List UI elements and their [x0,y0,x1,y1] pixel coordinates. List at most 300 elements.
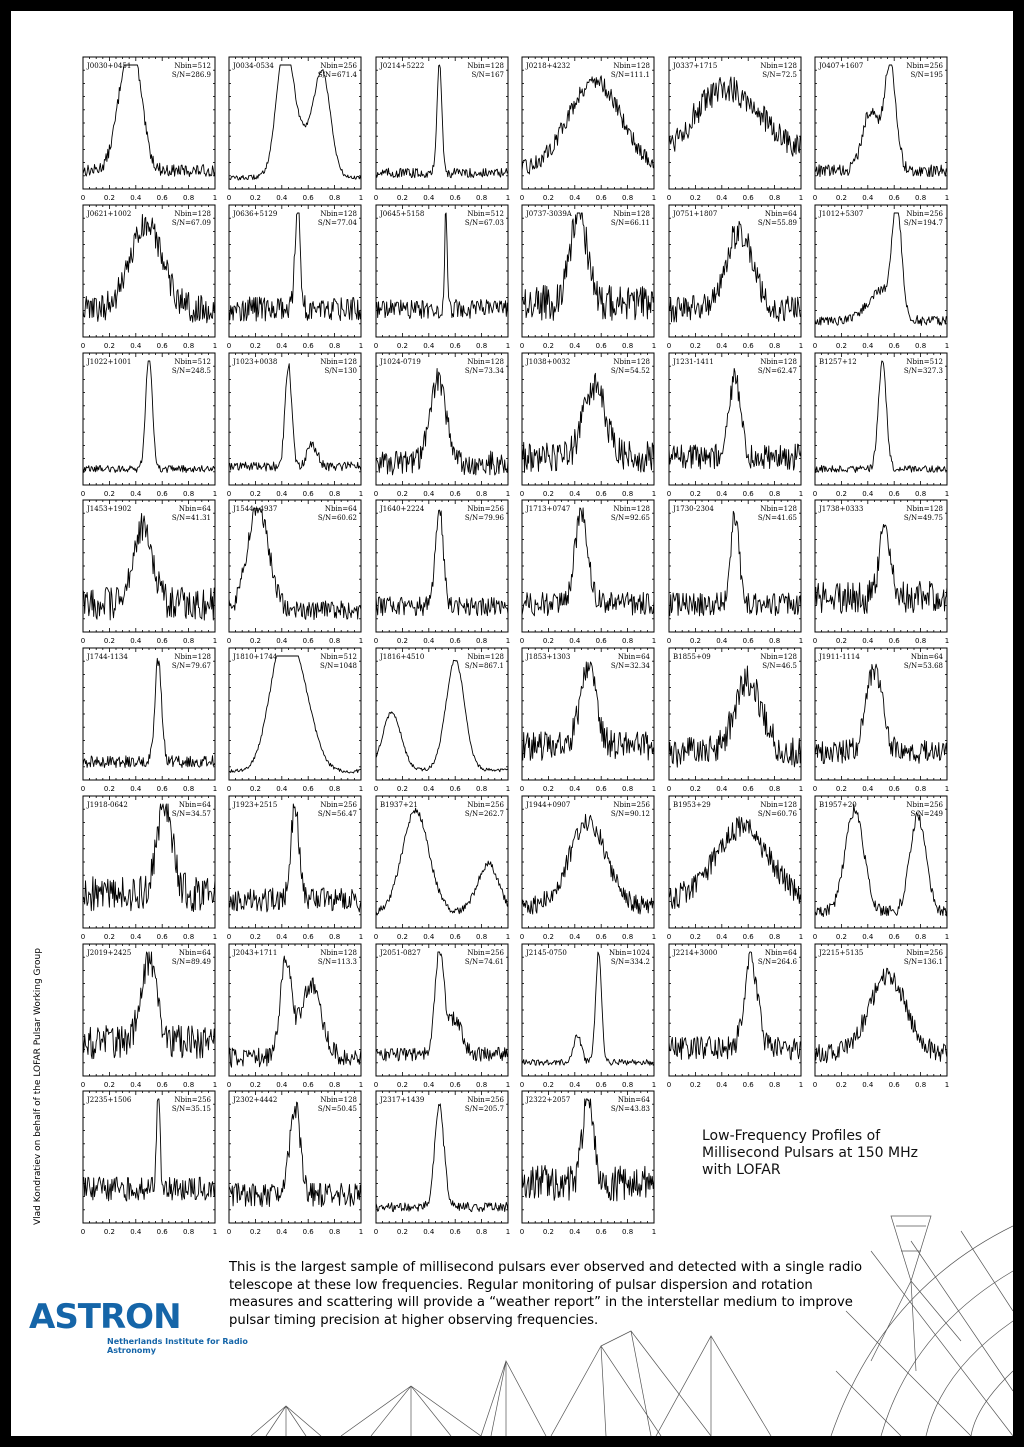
x-tick-label: 1 [798,785,804,793]
nbin-label: Nbin=128 [320,358,357,366]
nbin-label: Nbin=64 [617,1096,650,1104]
x-tick-label: 0.8 [329,194,341,202]
x-tick-label: 0.8 [329,490,341,498]
pulsar-name: J1453+1902 [87,505,132,513]
pulsar-name: B1957+20 [819,801,857,809]
x-tick-label: 0.4 [716,637,728,645]
nbin-label: Nbin=128 [613,505,650,513]
x-tick-label: 0.8 [183,1228,195,1236]
x-tick-label: 1 [798,490,804,498]
x-tick-label: 0.6 [156,194,168,202]
nbin-label: Nbin=256 [320,62,357,70]
profile-panel-J0645+5158 [372,205,512,355]
x-tick-label: 0.6 [156,1081,168,1089]
snr-label: S/N=167 [471,71,504,79]
snr-label: S/N=55.89 [757,219,797,227]
snr-label: S/N=60.62 [317,514,357,522]
nbin-label: Nbin=128 [760,801,797,809]
credit-line: Vlad Kondratiev on behalf of the LOFAR Pulsar Working Group [33,948,43,1225]
x-tick-label: 1 [651,637,657,645]
x-tick-label: 0.4 [862,342,874,350]
profile-panel-B1257+12 [811,353,951,503]
x-tick-label: 1 [798,637,804,645]
nbin-label: Nbin=256 [467,505,504,513]
x-tick-label: 0 [519,785,525,793]
x-tick-label: 0.2 [835,490,847,498]
profile-trace [522,662,654,760]
x-tick-label: 0 [373,342,379,350]
x-tick-label: 0 [519,1081,525,1089]
nbin-label: Nbin=128 [174,653,211,661]
snr-label: S/N=195 [910,71,943,79]
x-tick-label: 1 [505,785,511,793]
pulsar-name: J1023+0038 [233,358,278,366]
pulsar-name: J1544+4937 [233,505,278,513]
x-tick-label: 0.2 [249,637,261,645]
pulsar-name: J1810+1744 [233,653,278,661]
x-tick-label: 0.4 [276,933,288,941]
x-tick-label: 0.4 [130,637,142,645]
x-tick-label: 0.8 [476,1228,488,1236]
profile-trace [815,664,947,763]
x-tick-label: 0 [80,1228,86,1236]
x-tick-label: 0.2 [103,933,115,941]
nbin-label: Nbin=512 [174,62,211,70]
pulsar-name: J2145-0750 [526,949,567,957]
x-tick-label: 0.4 [716,1081,728,1089]
pulsar-name: J0337+1715 [673,62,718,70]
nbin-label: Nbin=512 [320,653,357,661]
profile-trace [669,952,801,1060]
x-tick-label: 0.8 [476,1081,488,1089]
nbin-label: Nbin=128 [760,505,797,513]
x-tick-label: 0 [373,933,379,941]
x-tick-label: 0.4 [130,490,142,498]
x-tick-label: 0.2 [835,933,847,941]
x-tick-label: 0.4 [130,933,142,941]
x-tick-label: 0.8 [183,933,195,941]
x-tick-label: 0.6 [742,490,754,498]
nbin-label: Nbin=128 [174,210,211,218]
profile-trace [815,213,947,325]
x-tick-label: 0.2 [835,1081,847,1089]
snr-label: S/N=867.1 [464,662,504,670]
snr-label: S/N=41.31 [171,514,211,522]
x-tick-label: 0.4 [130,785,142,793]
nbin-label: Nbin=256 [174,1096,211,1104]
x-tick-label: 0.4 [716,933,728,941]
x-tick-label: 1 [944,342,950,350]
x-tick-label: 0.6 [156,490,168,498]
snr-label: S/N=77.04 [317,219,357,227]
x-tick-label: 0 [519,637,525,645]
profile-panel-J2043+1711 [225,944,365,1094]
profile-panel-J0621+1002 [79,205,219,355]
x-tick-label: 0.2 [396,1081,408,1089]
x-tick-label: 0.4 [276,1081,288,1089]
x-tick-label: 0.2 [249,1228,261,1236]
x-tick-label: 0 [80,342,86,350]
poster-title: Low-Frequency Profiles of Millisecond Pulsars at 150 MHz with LOFAR [702,1128,918,1178]
x-tick-label: 0.2 [689,342,701,350]
x-tick-label: 0.2 [542,1081,554,1089]
profile-panel-J1023+0038 [225,353,365,503]
x-tick-label: 0 [812,194,818,202]
x-tick-label: 0.2 [249,933,261,941]
x-tick-label: 0.2 [835,194,847,202]
x-tick-label: 0.4 [423,194,435,202]
x-tick-label: 0 [666,1081,672,1089]
x-tick-label: 0 [226,637,232,645]
profile-trace [815,968,947,1062]
pulsar-name: J1038+0032 [526,358,571,366]
profile-trace [669,221,801,322]
x-tick-label: 0.8 [476,490,488,498]
pulsar-name: J1923+2515 [233,801,278,809]
pulsar-name: J0030+0451 [87,62,132,70]
snr-label: S/N=89.49 [171,958,211,966]
profile-panel-J2302+4442 [225,1091,365,1241]
x-tick-label: 0 [373,1081,379,1089]
x-tick-label: 0.4 [423,637,435,645]
x-tick-label: 0.6 [156,342,168,350]
x-tick-label: 0.8 [183,490,195,498]
x-tick-label: 1 [212,1228,218,1236]
pulsar-name: J2317+1439 [380,1096,425,1104]
pulsar-name: J1730-2304 [673,505,714,513]
x-tick-label: 0.2 [249,194,261,202]
x-tick-label: 0.6 [742,1081,754,1089]
x-tick-label: 1 [358,1228,364,1236]
profile-trace [815,361,947,473]
logo-subtitle: Netherlands Institute for Radio Astronomy [107,1337,248,1355]
profile-panel-J0636+5129 [225,205,365,355]
x-tick-label: 1 [358,342,364,350]
x-tick-label: 0.8 [915,194,927,202]
nbin-label: Nbin=128 [320,949,357,957]
x-tick-label: 0.6 [156,637,168,645]
x-tick-label: 0.8 [622,490,634,498]
x-tick-label: 1 [944,933,950,941]
snr-label: S/N=264.6 [757,958,797,966]
snr-label: S/N=49.75 [903,514,943,522]
x-tick-label: 0.6 [449,1228,461,1236]
pulsar-name: J1911-1114 [819,653,860,661]
x-tick-label: 0.4 [716,785,728,793]
profile-panel-J2317+1439 [372,1091,512,1241]
x-tick-label: 0 [373,1228,379,1236]
x-tick-label: 1 [651,194,657,202]
x-tick-label: 0.8 [183,194,195,202]
profile-panel-J1918-0642 [79,796,219,946]
profile-trace [376,65,508,178]
x-tick-label: 0 [80,785,86,793]
x-tick-label: 0 [226,933,232,941]
profile-trace [815,805,947,917]
pulsar-name: J1012+5307 [819,210,864,218]
x-tick-label: 0.2 [249,490,261,498]
x-tick-label: 0.4 [423,785,435,793]
snr-label: S/N=34.57 [171,810,211,818]
x-tick-label: 1 [358,194,364,202]
nbin-label: Nbin=256 [906,801,943,809]
nbin-label: Nbin=64 [764,949,797,957]
profile-trace [376,952,508,1061]
x-tick-label: 0.8 [329,785,341,793]
x-tick-label: 0 [80,933,86,941]
x-tick-label: 0.4 [130,342,142,350]
profile-trace [83,804,215,912]
snr-label: S/N=286.9 [171,71,211,79]
pulsar-name: J1024-0719 [380,358,421,366]
x-tick-label: 1 [944,194,950,202]
x-tick-label: 0.4 [276,490,288,498]
pulsar-name: J0636+5129 [233,210,278,218]
x-tick-label: 0.2 [103,1228,115,1236]
x-tick-label: 0.6 [302,637,314,645]
profile-trace [669,817,801,909]
snr-label: S/N=79.67 [171,662,211,670]
profile-panel-B1953+29 [665,796,805,946]
x-tick-label: 0.4 [862,1081,874,1089]
nbin-label: Nbin=512 [906,358,943,366]
snr-label: S/N=50.45 [317,1105,357,1113]
profile-panel-J2214+3000 [665,944,805,1094]
x-tick-label: 0.2 [396,785,408,793]
x-tick-label: 0.6 [302,1228,314,1236]
profile-trace [83,214,215,322]
x-tick-label: 0.4 [569,194,581,202]
x-tick-label: 0.4 [130,1081,142,1089]
x-tick-label: 0.2 [689,194,701,202]
snr-label: S/N=54.52 [610,367,650,375]
snr-label: S/N=46.5 [762,662,797,670]
profile-trace [229,213,361,321]
nbin-label: Nbin=128 [467,62,504,70]
profile-trace [522,213,654,320]
nbin-label: Nbin=128 [906,505,943,513]
x-tick-label: 0.8 [915,637,927,645]
pulsar-name: J0407+1607 [819,62,864,70]
pulsar-name: J2043+1711 [233,949,278,957]
snr-label: S/N=43.83 [610,1105,650,1113]
x-tick-label: 0.8 [769,637,781,645]
snr-label: S/N=53.68 [903,662,943,670]
pulsar-name: J2235+1506 [87,1096,132,1104]
profile-trace [229,508,361,620]
x-tick-label: 0.4 [716,342,728,350]
x-tick-label: 0 [226,194,232,202]
profile-panel-J0337+1715 [665,57,805,207]
x-tick-label: 0.6 [595,342,607,350]
logo-wordmark: ASTRON [29,1297,181,1337]
x-tick-label: 1 [212,637,218,645]
x-tick-label: 1 [944,637,950,645]
profile-panel-J1544+4937 [225,500,365,650]
x-tick-label: 0.2 [249,342,261,350]
profile-panel-J1816+4510 [372,648,512,798]
x-tick-label: 0.2 [689,637,701,645]
x-tick-label: 0 [373,194,379,202]
x-tick-label: 0.6 [595,1081,607,1089]
x-tick-label: 0.6 [302,342,314,350]
profile-trace [376,213,508,319]
x-tick-label: 0.6 [156,1228,168,1236]
snr-label: S/N=194.7 [903,219,943,227]
x-tick-label: 0.6 [449,194,461,202]
x-tick-label: 0.4 [423,933,435,941]
x-tick-label: 0.6 [888,637,900,645]
x-tick-label: 1 [505,933,511,941]
x-tick-label: 0.4 [862,785,874,793]
x-tick-label: 0 [666,785,672,793]
x-tick-label: 0.6 [742,785,754,793]
x-tick-label: 1 [358,933,364,941]
x-tick-label: 0.4 [423,1081,435,1089]
snr-label: S/N=72.5 [762,71,797,79]
profile-trace [376,510,508,616]
x-tick-label: 0.6 [595,194,607,202]
x-tick-label: 1 [212,785,218,793]
nbin-label: Nbin=256 [320,801,357,809]
profile-trace [83,65,215,177]
snr-label: S/N=248.5 [171,367,211,375]
profile-trace [83,1099,215,1201]
x-tick-label: 0 [812,785,818,793]
x-tick-label: 0.8 [915,342,927,350]
x-tick-label: 1 [358,490,364,498]
x-tick-label: 0.2 [689,490,701,498]
x-tick-label: 0 [812,637,818,645]
x-tick-label: 0.2 [542,1228,554,1236]
profile-panel-J0218+4232 [518,57,658,207]
pulsar-name: J1918-0642 [87,801,128,809]
poster-description: This is the largest sample of millisecond pulsars ever observed and detected with a single radio telescope at these low frequencies. Regular monitoring of pulsar dispersion and rotation measures and scattering will provide a “weather report” in the interstellar medium to improve pulsar timing precision at higher observing frequencies. [229,1260,863,1328]
x-tick-label: 0.8 [329,933,341,941]
pulsar-name: J1744-1134 [87,653,128,661]
profile-panel-J1923+2515 [225,796,365,946]
x-tick-label: 0.4 [716,490,728,498]
x-tick-label: 0.4 [862,637,874,645]
x-tick-label: 0.8 [476,194,488,202]
x-tick-label: 0.2 [396,490,408,498]
snr-label: S/N=111.1 [610,71,650,79]
x-tick-label: 0.4 [569,342,581,350]
profile-trace [669,368,801,470]
x-tick-label: 0.8 [769,933,781,941]
x-tick-label: 0.6 [449,1081,461,1089]
snr-label: S/N=130 [324,367,357,375]
snr-label: S/N=79.96 [464,514,504,522]
x-tick-label: 0.8 [915,1081,927,1089]
snr-label: S/N=262.7 [464,810,504,818]
x-tick-label: 1 [505,490,511,498]
snr-label: S/N=35.15 [171,1105,211,1113]
profile-panel-J1453+1902 [79,500,219,650]
x-tick-label: 0.2 [396,1228,408,1236]
x-tick-label: 0.2 [542,933,554,941]
x-tick-label: 0.8 [183,785,195,793]
profile-panel-J0034-0534 [225,57,365,207]
snr-label: S/N=74.61 [464,958,504,966]
x-tick-label: 0.6 [449,933,461,941]
profile-panel-J2322+2057 [518,1091,658,1241]
x-tick-label: 0.2 [835,785,847,793]
profile-panel-J1012+5307 [811,205,951,355]
pulsar-name: J2302+4442 [233,1096,278,1104]
x-tick-label: 0.2 [103,342,115,350]
x-tick-label: 1 [651,933,657,941]
nbin-label: Nbin=128 [320,210,357,218]
x-tick-label: 0.2 [249,1081,261,1089]
x-tick-label: 1 [212,342,218,350]
x-tick-label: 0.8 [329,342,341,350]
x-tick-label: 0.4 [862,490,874,498]
pulsar-name: J1231-1411 [673,358,714,366]
profile-trace [376,808,508,914]
x-tick-label: 0.6 [449,490,461,498]
x-tick-label: 0 [519,194,525,202]
x-tick-label: 0.4 [569,1228,581,1236]
x-tick-label: 0 [666,194,672,202]
profile-trace [522,373,654,472]
x-tick-label: 0.6 [302,194,314,202]
x-tick-label: 0.2 [542,342,554,350]
x-tick-label: 1 [358,785,364,793]
snr-label: S/N=67.09 [171,219,211,227]
x-tick-label: 0.4 [130,1228,142,1236]
x-tick-label: 0.2 [835,637,847,645]
snr-label: S/N=67.03 [464,219,504,227]
x-tick-label: 0.8 [476,342,488,350]
pulsar-name: J0645+5158 [380,210,425,218]
profile-trace [229,656,361,773]
x-tick-label: 0.6 [449,637,461,645]
x-tick-label: 0 [812,933,818,941]
x-tick-label: 0 [666,933,672,941]
x-tick-label: 0.6 [595,785,607,793]
x-tick-label: 0.2 [689,785,701,793]
profile-trace [229,364,361,472]
nbin-label: Nbin=128 [613,358,650,366]
x-tick-label: 1 [505,1081,511,1089]
profile-panel-J1744-1134 [79,648,219,798]
profile-trace [815,65,947,177]
pulsar-name: J1944+0907 [526,801,571,809]
x-tick-label: 0.4 [862,933,874,941]
nbin-label: Nbin=64 [324,505,357,513]
snr-label: S/N=334.2 [610,958,650,966]
nbin-label: Nbin=256 [467,949,504,957]
x-tick-label: 0.2 [542,194,554,202]
x-tick-label: 1 [212,1081,218,1089]
x-tick-label: 0.8 [915,490,927,498]
pulsar-name: J1816+4510 [380,653,425,661]
x-tick-label: 0.6 [449,342,461,350]
nbin-label: Nbin=128 [613,62,650,70]
x-tick-label: 0.6 [302,1081,314,1089]
pulsar-name: J0621+1002 [87,210,132,218]
x-tick-label: 0.8 [915,785,927,793]
snr-label: S/N=66.11 [610,219,650,227]
x-tick-label: 0.2 [542,637,554,645]
profile-panel-J1944+0907 [518,796,658,946]
nbin-label: Nbin=64 [617,653,650,661]
x-tick-label: 0.2 [396,637,408,645]
profile-panel-B1957+20 [811,796,951,946]
x-tick-label: 0.4 [423,490,435,498]
x-tick-label: 0.4 [423,342,435,350]
